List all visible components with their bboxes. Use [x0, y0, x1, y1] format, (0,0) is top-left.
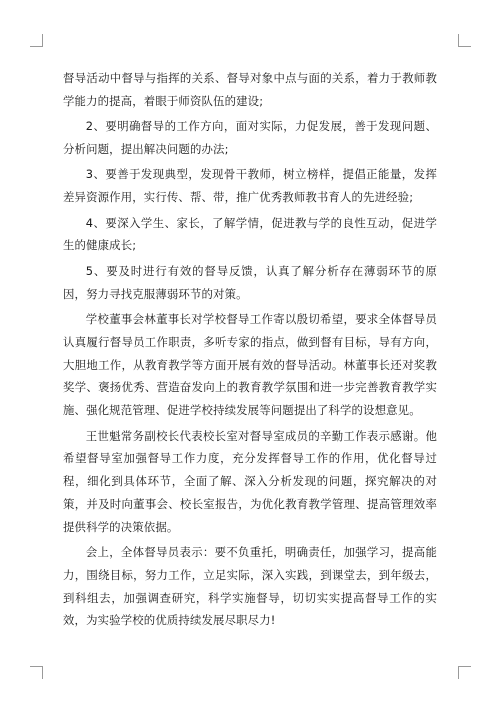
paragraph-point-5: 5、要及时进行有效的督导反馈，认真了解分析存在薄弱环节的原因，努力寻找克服薄弱环节的对策。: [63, 263, 437, 301]
paragraph-point-3: 3、要善于发现典型，发现骨干教师，树立榜样，提倡正能量，发挥差异资源作用，实行传、帮、带，推广优秀教师教书育人的先进经验;: [63, 167, 437, 205]
paragraph-supervisors-statement: 会上，全体督导员表示：要不负重托，明确责任，加强学习，提高能力，围绕目标，努力工作，立足实际，深入实践，到课堂去，到年级去，到科组去，加强调查研究，科学实施督导，切切实实提高督导工作的实效，为实验学校的优质持续发展尽职尽力!: [63, 545, 437, 628]
paragraph-continued: 督导活动中督导与指挥的关系、督导对象中点与面的关系，着力于教师教学能力的提高，着眼于师资队伍的建设;: [63, 71, 437, 108]
paragraph-point-4: 4、要深入学生、家长，了解学情，促进教与学的良性互动，促进学生的健康成长;: [63, 215, 437, 253]
crop-mark-top-right: [458, 34, 471, 47]
paragraph-vice-principal-remarks: 王世魁常务副校长代表校长室对督导室成员的辛勤工作表示感谢。他希望督导室加强督导工作力度，充分发挥督导工作的作用，优化督导过程，细化到具体环节，全面了解、深入分析发现的问题，探究解决的对策，并及时向董事会、校长室报告，为优化教育教学管理、提高管理效率提供科学的决策依据。: [63, 428, 437, 534]
paragraph-point-2: 2、要明确督导的工作方向，面对实际，力促发展，善于发现问题、分析问题，提出解决问题的办法;: [63, 119, 437, 156]
paragraph-chairman-remarks: 学校董事会林董事长对学校督导工作寄以殷切希望，要求全体督导员认真履行督导员工作职责，多听专家的指点，做到督有目标，导有方向，大胆地工作，从教育教学等方面开展有效的督导活动。林董事长还对奖教奖学、褒扬优秀、营造奋发向上的教育教学氛围和进一步完善教育教学实施、强化规范管理、促进学校持续发展等问题提出了科学的设想意见。: [63, 311, 437, 418]
crop-mark-bottom-left: [30, 666, 43, 679]
crop-mark-bottom-right: [458, 666, 471, 679]
crop-mark-top-left: [30, 34, 43, 47]
document-body: [63, 67, 437, 635]
